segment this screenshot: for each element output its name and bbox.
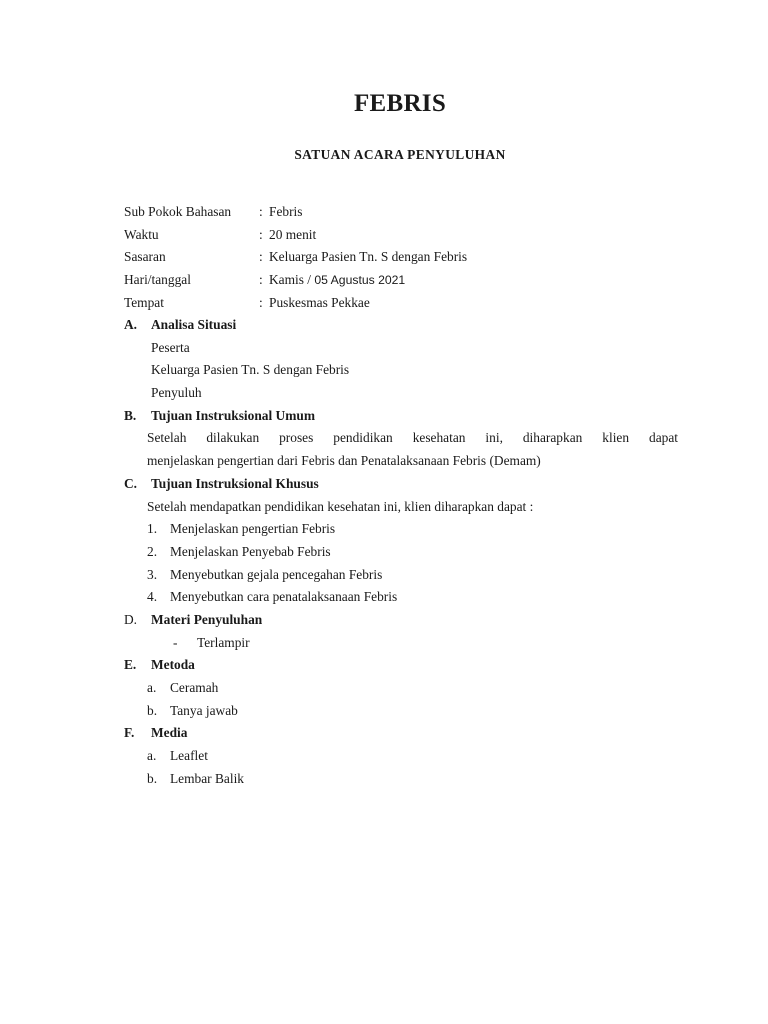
section-letter: C.: [124, 475, 138, 491]
info-label: Sasaran: [124, 249, 166, 265]
dash-marker: -: [173, 634, 178, 650]
section-letter: D.: [124, 611, 138, 627]
list-marker: b.: [147, 770, 158, 786]
list-text: Menjelaskan pengertian Febris: [170, 521, 336, 537]
list-marker: 3.: [147, 566, 158, 582]
list-item: [124, 702, 678, 725]
section-b-paragraph-line: Setelah dilakukan proses pendidikan kesehatan ini, diharapkan klien dapat: [147, 430, 678, 446]
info-label: Waktu: [124, 226, 159, 242]
list-text: Ceramah: [170, 680, 219, 695]
section-a-line: Penyuluh: [151, 385, 202, 401]
document-title: FEBRIS: [353, 90, 447, 117]
list-item: [124, 566, 678, 589]
info-row-hari-tanggal: [124, 271, 684, 294]
list-text: Leaflet: [170, 748, 208, 764]
list-marker: b.: [147, 702, 158, 718]
info-label: Tempat: [124, 294, 164, 310]
section-heading-a: [124, 316, 678, 339]
list-text: Menyebutkan gejala pencegahan Febris: [170, 566, 383, 582]
section-heading-e: [124, 656, 678, 679]
list-item: [124, 770, 678, 793]
list-marker: 1.: [147, 521, 158, 537]
info-value: Febris: [269, 204, 303, 219]
section-heading-c: [124, 475, 678, 498]
section-heading-f: [124, 724, 678, 747]
dash-item: [124, 634, 678, 657]
section-title: Materi Penyuluhan: [151, 611, 263, 627]
info-value-day: Kamis /: [269, 272, 312, 288]
info-row-sub-pokok: [124, 203, 684, 226]
info-value: 20 menit: [269, 226, 317, 242]
list-item: [124, 679, 678, 702]
info-label: Hari/tanggal: [124, 272, 191, 288]
document-subtitle: SATUAN ACARA PENYULUHAN: [294, 147, 506, 162]
list-text: Lembar Balik: [170, 770, 244, 786]
info-row-sasaran: [124, 248, 684, 271]
list-marker: a.: [147, 680, 157, 695]
info-separator: :: [259, 272, 263, 288]
list-marker: 4.: [147, 589, 158, 605]
section-letter: B.: [124, 407, 137, 423]
list-marker: a.: [147, 748, 157, 764]
document-body: [124, 316, 678, 792]
list-item: [124, 588, 678, 611]
info-value-date: 05 Agustus 2021: [314, 273, 406, 288]
info-table: [124, 203, 684, 316]
section-title: Metoda: [151, 657, 195, 673]
info-separator: :: [259, 226, 263, 242]
section-title: Analisa Situasi: [151, 317, 237, 332]
section-b-paragraph-line: menjelaskan pengertian dari Febris dan Penatalaksanaan Febris (Demam): [147, 453, 541, 469]
info-label: Sub Pokok Bahasan: [124, 204, 232, 219]
section-heading-b: [124, 407, 678, 430]
list-item: [124, 543, 678, 566]
list-text: Menyebutkan cara penatalaksanaan Febris: [170, 589, 398, 605]
section-heading-d: [124, 611, 678, 634]
info-separator: :: [259, 294, 263, 310]
section-letter: A.: [124, 317, 138, 332]
info-value: [269, 271, 405, 294]
list-item: [124, 520, 678, 543]
section-a-line: Peserta: [151, 339, 190, 355]
list-marker: 2.: [147, 543, 158, 559]
info-value: Puskesmas Pekkae: [269, 294, 370, 310]
info-value: Keluarga Pasien Tn. S dengan Febris: [269, 249, 468, 265]
section-title: Tujuan Instruksional Khusus: [151, 475, 319, 491]
section-letter: F.: [124, 725, 135, 741]
info-row-waktu: [124, 226, 684, 249]
info-separator: :: [259, 249, 263, 265]
list-text: Tanya jawab: [170, 702, 238, 718]
section-c-intro: Setelah mendapatkan pendidikan kesehatan ini, klien diharapkan dapat :: [147, 498, 534, 514]
info-row-tempat: [124, 294, 684, 317]
section-letter: E.: [124, 657, 137, 673]
list-text: Menjelaskan Penyebab Febris: [170, 543, 331, 559]
section-title: Media: [151, 725, 188, 741]
dash-text: Terlampir: [197, 634, 250, 650]
section-title: Tujuan Instruksional Umum: [151, 407, 315, 423]
info-separator: :: [259, 204, 263, 219]
section-a-line: Keluarga Pasien Tn. S dengan Febris: [151, 362, 350, 378]
list-item: [124, 747, 678, 770]
